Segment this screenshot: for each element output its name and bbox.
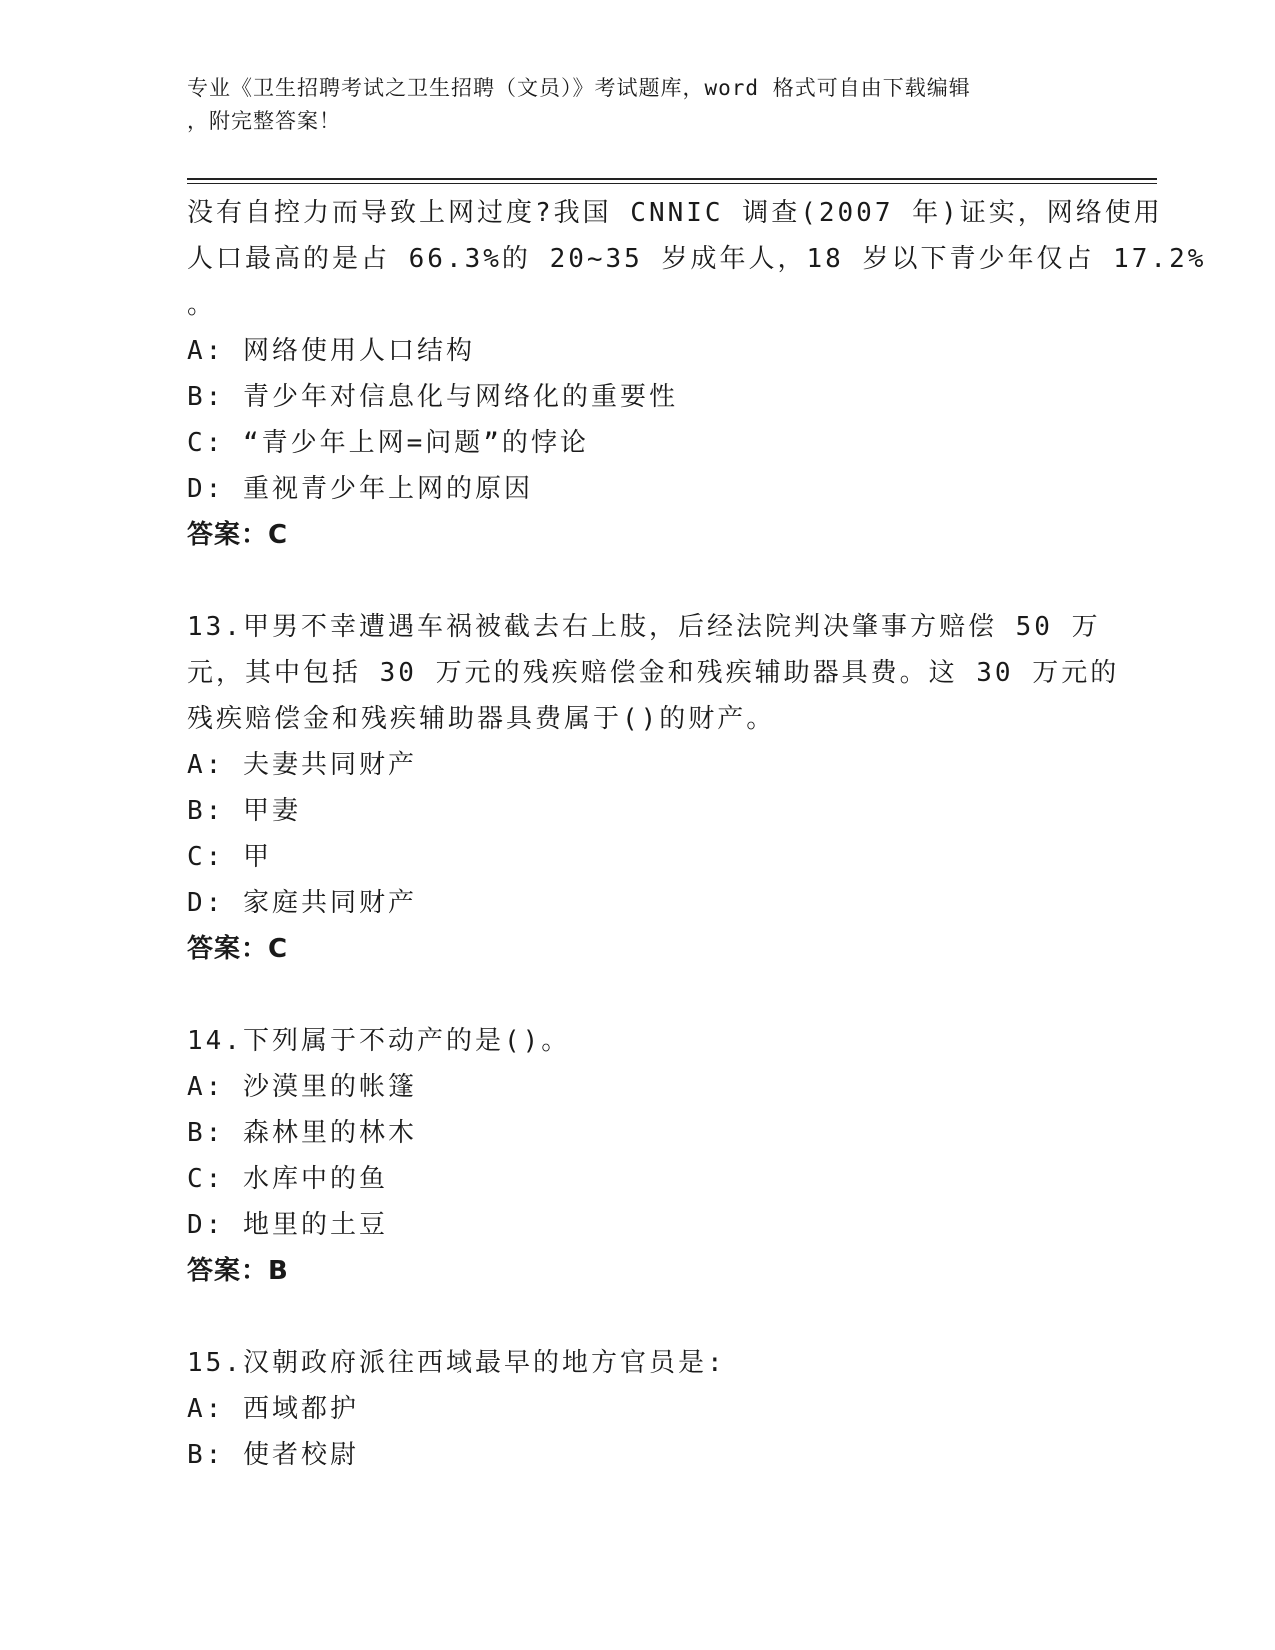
option-a: A: 夫妻共同财产	[187, 750, 417, 780]
option-d: D: 重视青少年上网的原因	[187, 474, 533, 504]
option-a: A: 沙漠里的帐篷	[187, 1072, 417, 1102]
question-stem-line: 元，其中包括 30 万元的残疾赔偿金和残疾辅助器具费。这 30 万元的	[187, 658, 1120, 688]
question-list	[187, 190, 1207, 1478]
answer-label: 答案：C	[187, 934, 289, 964]
header-line-2: ，附完整答案！	[187, 109, 341, 133]
question-stem-line: 没有自控力而导致上网过度?我国 CNNIC 调查(2007 年)证实，网络使用	[187, 198, 1163, 228]
document-header	[187, 72, 1087, 138]
option-c: C: “青少年上网=问题”的悖论	[187, 428, 589, 458]
question-stem-line: 13.甲男不幸遭遇车祸被截去右上肢，后经法院判决肇事方赔偿 50 万	[187, 612, 1101, 642]
option-b: B: 使者校尉	[187, 1440, 359, 1470]
question-stem-line: 残疾赔偿金和残疾辅助器具费属于()的财产。	[187, 704, 776, 734]
option-b: B: 甲妻	[187, 796, 301, 826]
answer-label: 答案：C	[187, 520, 289, 550]
header-divider-thick	[187, 178, 1157, 180]
option-a: A: 西域都护	[187, 1394, 359, 1424]
question-stem-line: 人口最高的是占 66.3%的 20~35 岁成年人，18 岁以下青少年仅占 17.2%	[187, 244, 1207, 274]
question-12	[187, 190, 1207, 558]
spacer	[187, 558, 1087, 604]
question-13	[187, 604, 1120, 972]
header-divider-thin	[187, 183, 1157, 184]
option-c: C: 水库中的鱼	[187, 1164, 388, 1194]
option-c: C: 甲	[187, 842, 272, 872]
question-15	[187, 1340, 1087, 1478]
question-stem-line: 。	[187, 290, 217, 320]
question-stem-line: 14.下列属于不动产的是()。	[187, 1026, 571, 1056]
option-b: B: 青少年对信息化与网络化的重要性	[187, 382, 678, 412]
question-14	[187, 1018, 1087, 1294]
spacer	[187, 972, 1087, 1018]
option-b: B: 森林里的林木	[187, 1118, 417, 1148]
spacer	[187, 1294, 1087, 1340]
answer-label: 答案：B	[187, 1256, 289, 1286]
option-d: D: 家庭共同财产	[187, 888, 417, 918]
option-d: D: 地里的土豆	[187, 1210, 388, 1240]
header-line-1: 专业《卫生招聘考试之卫生招聘（文员）》考试题库，word 格式可自由下载编辑	[187, 76, 971, 100]
question-stem-line: 15.汉朝政府派往西域最早的地方官员是:	[187, 1348, 726, 1378]
option-a: A: 网络使用人口结构	[187, 336, 475, 366]
